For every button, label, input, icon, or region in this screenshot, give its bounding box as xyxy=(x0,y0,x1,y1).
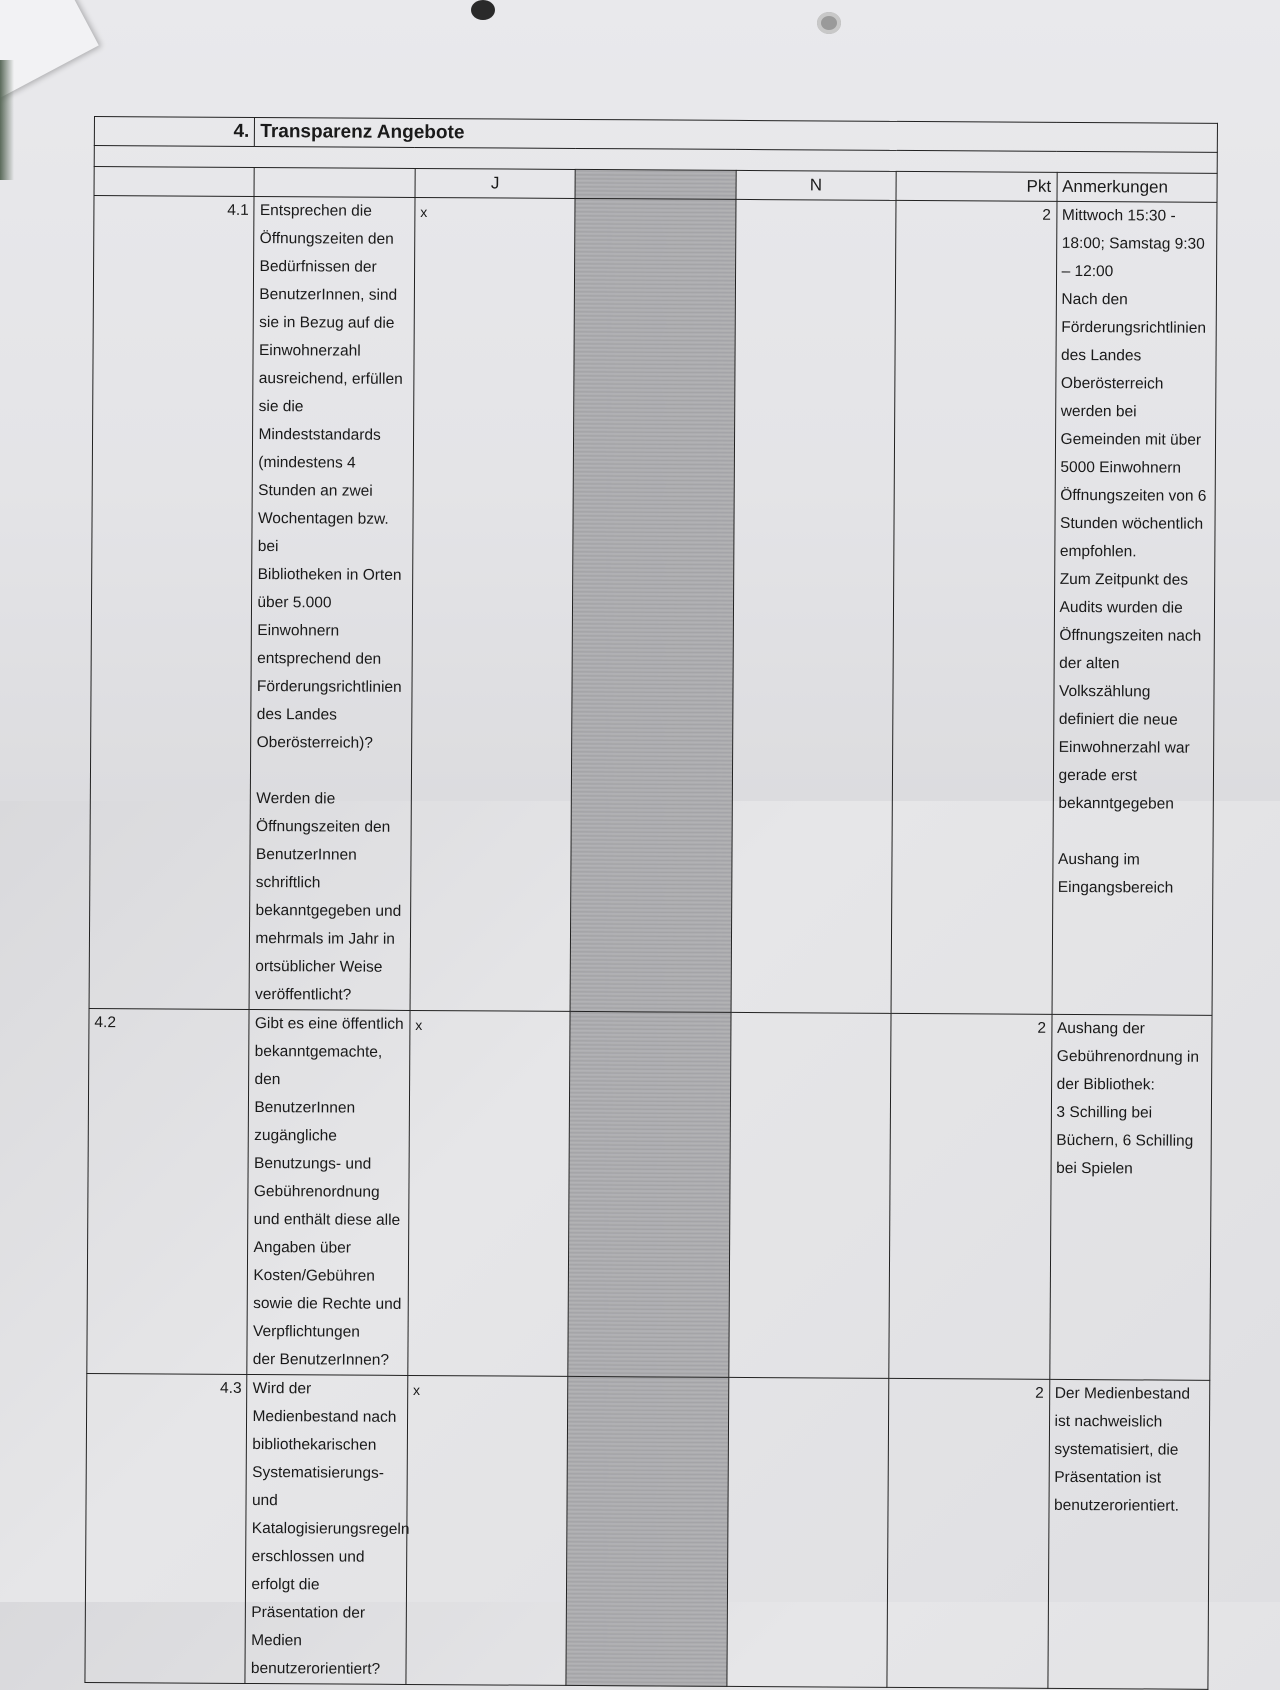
question-line: Systematisierungs- und Katalogisierungsregeln xyxy=(251,1463,410,1538)
question-line: erschlossen und erfolgt die Präsentation der Medien xyxy=(251,1547,366,1650)
table-row xyxy=(89,196,1217,1016)
question-line: Bibliotheken in Orten über 5.000 Einwohnern xyxy=(257,566,402,640)
column-notes-label: Anmerkungen xyxy=(1057,172,1218,202)
question-line: BenutzerInnen zugängliche Benutzungs- und xyxy=(253,1098,372,1173)
note-line: der alten Volkszählung definiert die neue Einwohnerzahl war xyxy=(1058,654,1190,757)
row-number: 4.3 xyxy=(85,1373,247,1683)
row-number: 4.1 xyxy=(89,196,254,1010)
question-line: der BenutzerInnen? xyxy=(252,1350,390,1369)
notes-cell xyxy=(1047,1379,1209,1689)
question-line: Gibt es eine öffentlich bekanntgemachte, den xyxy=(254,1014,404,1089)
question-line: Oberösterreich)? xyxy=(256,734,373,752)
question-cell xyxy=(247,1009,410,1375)
note-line: Der Medienbestand ist nachweislich systematisiert, die xyxy=(1054,1384,1191,1459)
note-line: Öffnungszeiten von 6 Stunden wöchentlich empfohlen. xyxy=(1059,486,1207,561)
points-value: 2 xyxy=(889,1013,1052,1379)
column-n-label: N xyxy=(736,170,897,200)
note-line: Präsentation ist benutzerorientiert. xyxy=(1054,1468,1180,1515)
question-cell xyxy=(249,196,414,1010)
punch-hole xyxy=(817,12,841,34)
shaded-column xyxy=(566,1376,728,1686)
note-line: Mittwoch 15:30 - 18:00; Samstag 9:30 – 12:00 xyxy=(1061,206,1205,281)
note-line: Nach den Förderungsrichtlinien des Landes Oberösterreich xyxy=(1060,290,1207,393)
question-line: schriftlich bekanntgegeben und mehrmals im Jahr in xyxy=(255,874,402,948)
question-line: Entsprechen die Öffnungszeiten den Bedürfnissen der xyxy=(259,202,394,276)
question-line: ortsüblicher Weise veröffentlicht? xyxy=(255,958,383,1004)
shaded-column xyxy=(575,169,736,199)
shaded-column xyxy=(568,1011,731,1377)
yes-mark: x xyxy=(410,197,575,1011)
column-j-label: J xyxy=(415,168,576,198)
question-line: BenutzerInnen, sind sie in Bezug auf die Einwohnerzahl xyxy=(258,286,398,360)
question-line: benutzerorientiert? xyxy=(250,1659,381,1678)
note-line: gerade erst bekanntgegeben xyxy=(1058,766,1174,813)
yes-mark: x xyxy=(406,1375,568,1685)
audit-document xyxy=(90,116,1232,1678)
question-line: Wird der Medienbestand nach bibliothekarischen xyxy=(252,1379,397,1454)
audit-table xyxy=(84,116,1218,1690)
question-line: (mindestens 4 Stunden an zwei Wochentagen bzw. bei xyxy=(257,454,389,556)
column-pkt-label: Pkt xyxy=(896,171,1057,201)
points-value: 2 xyxy=(887,1378,1049,1688)
question-line: Werden die Öffnungszeiten den BenutzerInnen xyxy=(255,790,391,864)
section-number: 4. xyxy=(94,117,255,147)
edge-shadow xyxy=(0,60,14,180)
note-line: werden bei Gemeinden mit über 5000 Einwohnern xyxy=(1060,402,1202,477)
notes-cell xyxy=(1052,201,1217,1015)
question-line: Gebührenordnung und enthält diese alle Angaben über xyxy=(253,1182,401,1257)
no-mark xyxy=(728,1012,891,1378)
no-mark xyxy=(731,199,896,1013)
table-row xyxy=(85,1373,1210,1689)
question-line: entsprechend den Förderungsrichtlinien des Landes xyxy=(256,650,402,724)
note-line: Zum Zeitpunkt des Audits wurden die Öffnungszeiten nach xyxy=(1059,570,1202,645)
question-line: Kosten/Gebühren sowie die Rechte und Verpflichtungen xyxy=(252,1266,402,1341)
yes-mark: x xyxy=(408,1010,571,1376)
question-cell xyxy=(245,1374,410,1684)
section-title: Transparenz Angebote xyxy=(255,117,1218,152)
table-row xyxy=(87,1008,1212,1380)
shaded-column xyxy=(570,198,735,1012)
points-value: 2 xyxy=(891,200,1056,1014)
no-mark xyxy=(727,1377,889,1687)
paper-corner xyxy=(0,0,99,102)
notes-cell xyxy=(1049,1014,1212,1380)
question-line: ausreichend, erfüllen sie die Mindeststandards xyxy=(258,370,403,444)
punch-hole xyxy=(471,0,495,20)
note-line: 3 Schilling bei Büchern, 6 Schilling bei Spielen xyxy=(1056,1103,1194,1178)
note-line: Aushang im Eingangsbereich xyxy=(1057,850,1174,897)
row-number: 4.2 xyxy=(87,1008,250,1374)
note-line: Aushang der Gebührenordnung in der Bibliothek: xyxy=(1056,1019,1200,1094)
